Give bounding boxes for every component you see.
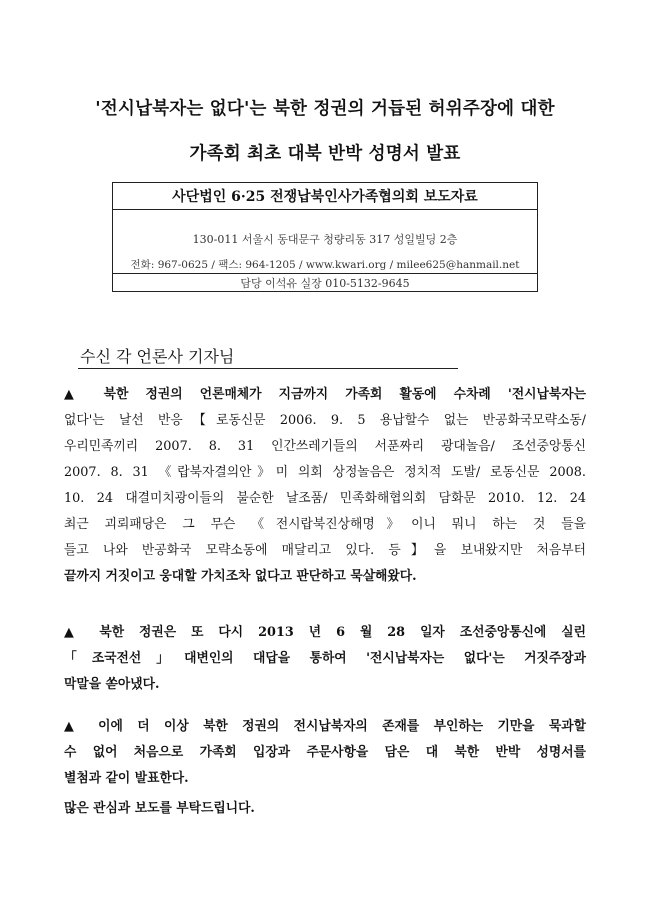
paragraph-line: ▲ 이에 더 이상 북한 정권의 전시납북자의 존재를 부인하는 기만을 묵과할 xyxy=(64,719,586,734)
paragraph-2 xyxy=(64,620,586,698)
paragraph-line: ▲ 북한 정권의 언론매체가 지금까지 가족회 활동에 수차례 '전시납북자는 xyxy=(64,387,586,402)
paragraph-line: 막말을 쏟아냈다. xyxy=(64,677,160,692)
organization-name: 사단법인 6·25 전쟁납북인사가족협의회 보도자료 xyxy=(172,189,478,205)
paragraph-line: ▲ 북한 정권은 또 다시 2013 년 6 월 28 일자 조선중앙통신에 실린 xyxy=(64,625,586,640)
paragraph-line: 들고 나와 반공화국 모략소동에 매달리고 있다. 등】을 보내왔지만 처음부터 xyxy=(64,543,586,558)
paragraph-line: 2007. 8. 31 《랍북자결의안》미 의회 상정놀음은 정치적 도발/ 로동신문 2008. xyxy=(64,465,586,480)
paragraph-line: 끝까지 거짓이고 웅대할 가치조차 없다고 판단하고 묵살해왔다. xyxy=(64,569,417,584)
recipient-underline xyxy=(78,368,458,369)
closing-request xyxy=(64,796,586,822)
paragraph-line: 10. 24 대결미치광이들의 불순한 날조품/ 민족화해협의회 담화문 2010. 12. 24 xyxy=(64,491,586,506)
paragraph-line: 수 없어 처음으로 가족회 입장과 주문사항을 담은 대 북한 반박 성명서를 xyxy=(64,745,586,760)
paragraph-1 xyxy=(64,382,586,590)
document-title-line-1: '전시납북자는 없다'는 북한 정권의 거듭된 허위주장에 대한 xyxy=(95,99,555,119)
paragraph-line: 최근 괴뢰패당은 그 무슨 《전시랍북진상해명》이니 뭐니 하는 것 들을 xyxy=(64,517,586,532)
document-title-line-2: 가족회 최초 대북 반박 성명서 발표 xyxy=(189,144,461,164)
press-release-header-box xyxy=(112,182,538,292)
paragraph-line: 우리민족끼리 2007. 8. 31 인간쓰레기들의 서푼짜리 광대놀음/ 조선중앙통신 xyxy=(64,439,586,454)
contact-person: 담당 이석유 실장 010-5132-9645 xyxy=(240,277,410,290)
paragraph-line: 없다'는 날선 반응【로동신문 2006. 9. 5 용납할수 없는 반공화국모략소동/ xyxy=(64,413,586,428)
paragraph-line: 「조국전선」대변인의 대답을 통하여 '전시납북자는 없다'는 거짓주장과 xyxy=(64,651,586,666)
box-divider xyxy=(113,209,537,210)
recipient-heading: 수신 각 언론사 기자님 xyxy=(80,347,235,366)
paragraph-line: 많은 관심과 보도를 부탁드립니다. xyxy=(64,801,255,816)
box-divider xyxy=(113,273,537,274)
paragraph-3 xyxy=(64,714,586,792)
organization-address: 130-011 서울시 동대문구 청량리동 317 성일빌딩 2층 xyxy=(192,233,458,246)
paragraph-line: 별첨과 같이 발표한다. xyxy=(64,771,189,786)
organization-contact: 전화: 967-0625 / 팩스: 964-1205 / www.kwari.org / milee625@hanmail.net xyxy=(130,259,520,271)
